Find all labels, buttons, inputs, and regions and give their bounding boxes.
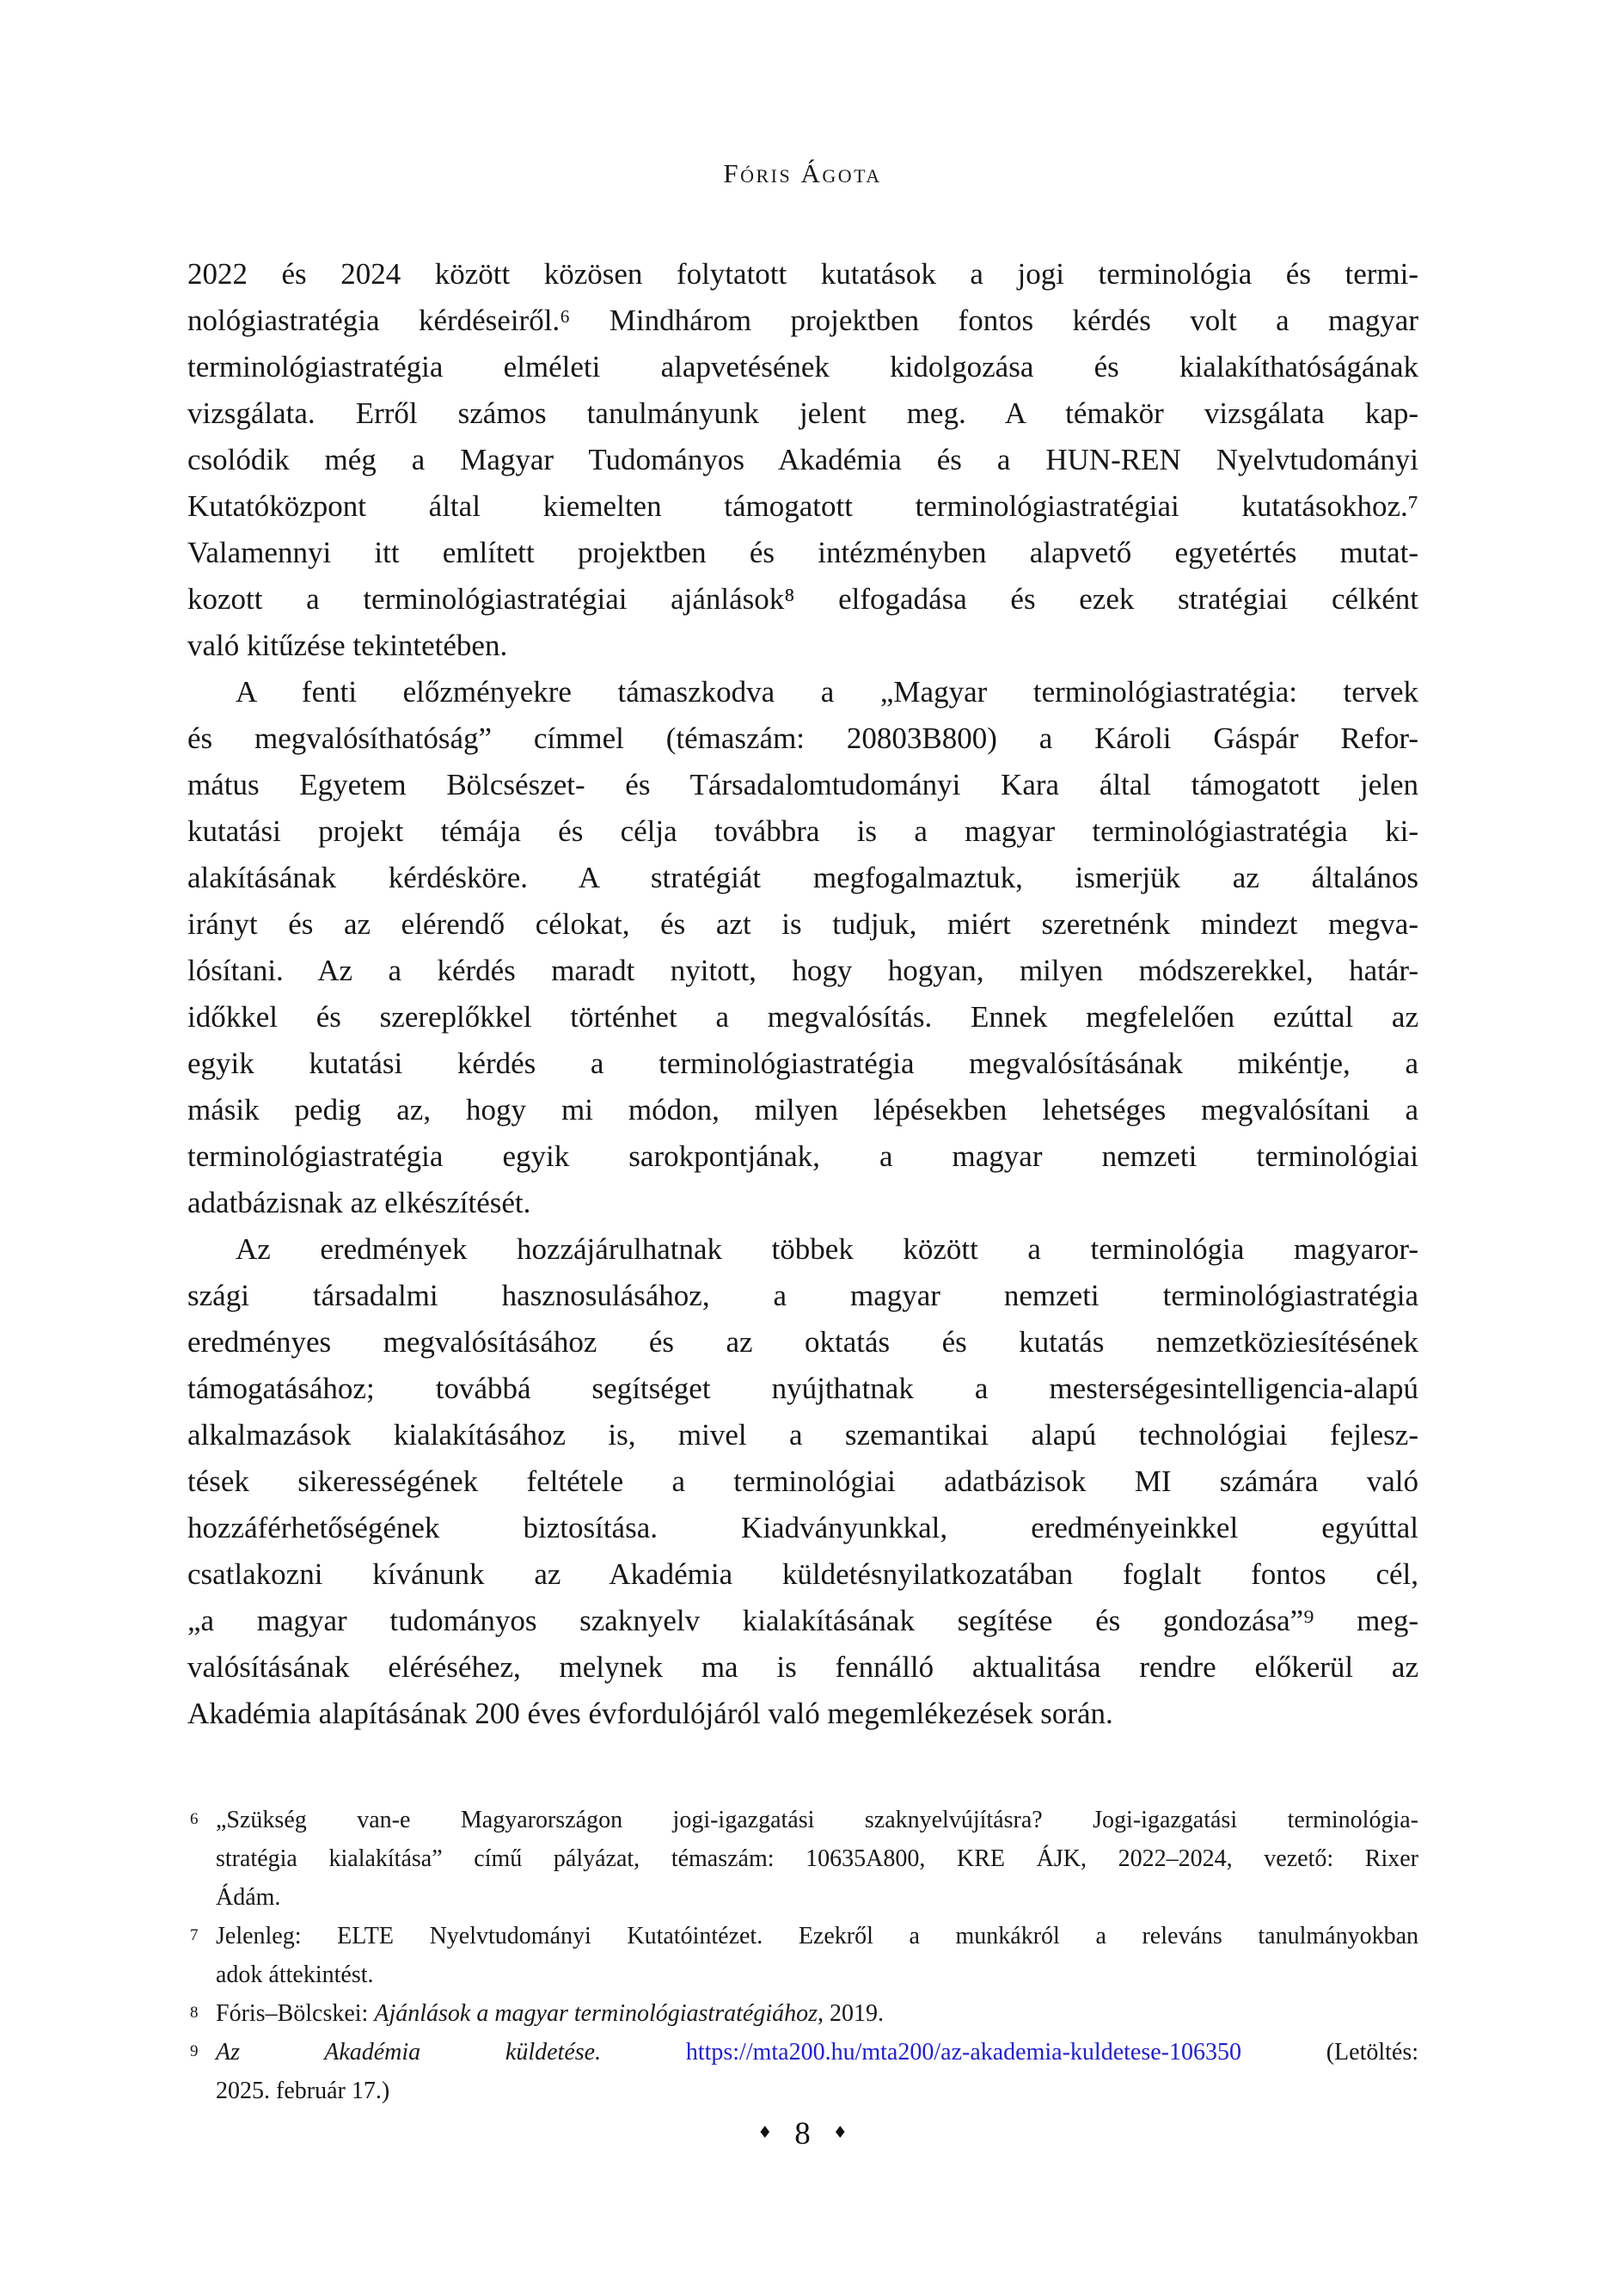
footnote-line <box>216 1917 1418 1955</box>
footnote-text: , 2019. <box>818 2000 884 2027</box>
text-line: és megvalósíthatóság” címmel (témaszám: 20803B800) a Károli Gáspár Refor- <box>187 721 1418 755</box>
body-text <box>187 251 1418 1737</box>
text-line: támogatásához; továbbá segítséget nyújthatnak a mesterségesintelligencia-alapú <box>187 1372 1418 1405</box>
text-line: irányt és az elérendő célokat, és azt is tudjuk, miért szeretnénk mindezt megva- <box>187 907 1418 941</box>
text-line: Az eredmények hozzájárulhatnak többek között a terminológia magyaror- <box>236 1232 1418 1266</box>
text-line: Valamennyi itt említett projektben és intézményben alapvető egyetértés mutat- <box>187 536 1418 569</box>
footnote-text: „Szükség van-e Magyarországon jogi-igazgatási szaknyelvújításra? Jogi-igazgatási terminológia- <box>216 1807 1418 1833</box>
page-content <box>187 251 1418 2110</box>
footnote-url-link[interactable]: https://mta200.hu/mta200/az-akademia-kuldetese-106350 <box>685 2039 1241 2066</box>
text-line: másik pedig az, hogy mi módon, milyen lépésekben lehetséges megvalósítani a <box>187 1093 1418 1127</box>
text-line: Akadémia alapításának 200 éves évfordulójáról való megemlékezések során. <box>187 1697 1113 1730</box>
text-line: időkkel és szereplőkkel történhet a megvalósítás. Ennek megfelelően ezúttal az <box>187 1000 1418 1034</box>
footnote-text: Az Akadémia küldetése. <box>216 2039 602 2066</box>
footnote-marker: 9 <box>190 2042 199 2060</box>
text-line: Kutatóközpont által kiemelten támogatott terminológiastratégiai kutatásokhoz.⁷ <box>187 489 1418 523</box>
diamond-ornament-left: ♦ <box>757 2123 773 2142</box>
page-number: 8 <box>794 2116 811 2152</box>
diamond-ornament-right: ♦ <box>832 2123 848 2142</box>
footnote-marker: 8 <box>190 2004 199 2022</box>
text-line: csatlakozni kívánunk az Akadémia küldetésnyilatkozatában foglalt fontos cél, <box>187 1557 1418 1591</box>
text-line: eredményes megvalósításához és az oktatás és kutatás nemzetköziesítésének <box>187 1325 1418 1359</box>
text-line: való kitűzése tekintetében. <box>187 629 508 662</box>
footnote <box>187 1917 1418 1994</box>
text-line: terminológiastratégia elméleti alapvetésének kidolgozása és kialakíthatóságának <box>187 350 1418 384</box>
footnote-text: 2025. február 17.) <box>216 2078 390 2104</box>
footnote-text: Fóris–Bölcskei: <box>216 2000 375 2027</box>
footnotes <box>187 1801 1418 2110</box>
text-line: 2022 és 2024 között közösen folytatott kutatások a jogi terminológia és termi- <box>187 257 1418 291</box>
text-line: lósítani. Az a kérdés maradt nyitott, hogy hogyan, milyen módszerekkel, határ- <box>187 954 1418 987</box>
text-line: tések sikerességének feltétele a terminológiai adatbázisok MI számára való <box>187 1464 1418 1498</box>
text-line: alkalmazások kialakításához is, mivel a szemantikai alapú technológiai fejlesz- <box>187 1418 1418 1452</box>
text-line: mátus Egyetem Bölcsészet- és Társadalomtudományi Kara által támogatott jelen <box>187 768 1418 801</box>
footnote <box>187 1801 1418 1917</box>
text-line: „a magyar tudományos szaknyelv kialakításának segítése és gondozása”⁹ meg- <box>187 1604 1418 1637</box>
footnote <box>187 1994 1418 2033</box>
footnote-line <box>216 1878 1418 1917</box>
footnote-line <box>216 1994 1418 2033</box>
text-line: valósításának eléréséhez, melynek ma is fennálló aktualitása rendre előkerül az <box>187 1650 1418 1684</box>
footnote-text: adok áttekintést. <box>216 1961 374 1988</box>
text-line: adatbázisnak az elkészítését. <box>187 1186 531 1219</box>
paragraph <box>187 669 1418 1226</box>
footnote-text: Ádám. <box>216 1884 281 1911</box>
footnote-line <box>216 2033 1418 2072</box>
text-line: alakításának kérdésköre. A stratégiát megfogalmaztuk, ismerjük az általános <box>187 861 1418 894</box>
text-line: egyik kutatási kérdés a terminológiastratégia megvalósításának mikéntje, a <box>187 1047 1418 1080</box>
footnote-text: (Letöltés: <box>1241 2039 1419 2066</box>
footnote-text <box>601 2039 686 2066</box>
text-line: kozott a terminológiastratégiai ajánlások⁸ elfogadása és ezek stratégiai célként <box>187 582 1418 616</box>
footnote-line <box>216 1801 1418 1839</box>
text-line: szági társadalmi hasznosulásához, a magyar nemzeti terminológiastratégia <box>187 1279 1418 1312</box>
text-line: terminológiastratégia egyik sarokpontjának, a magyar nemzeti terminológiai <box>187 1139 1418 1173</box>
footnote-line <box>216 2072 1418 2110</box>
text-line: hozzáférhetőségének biztosítása. Kiadványunkkal, eredményeinkkel egyúttal <box>187 1511 1418 1544</box>
footnote <box>187 2033 1418 2110</box>
footnote-line <box>216 1839 1418 1878</box>
running-head: Fóris Ágota <box>723 158 882 188</box>
text-line: kutatási projekt témája és célja továbbra is a magyar terminológiastratégia ki- <box>187 814 1418 848</box>
footnote-line <box>216 1955 1418 1994</box>
footnote-text: stratégia kialakítása” című pályázat, témaszám: 10635A800, KRE ÁJK, 2022–2024, vezető: Rixer <box>216 1845 1418 1872</box>
paragraph <box>187 1226 1418 1737</box>
footnote-marker: 7 <box>190 1926 199 1944</box>
paragraph <box>187 251 1418 669</box>
footnote-text: Jelenleg: ELTE Nyelvtudományi Kutatóintézet. Ezekről a munkákról a releváns tanulmányokban <box>216 1923 1418 1949</box>
page-footer <box>0 2115 1605 2152</box>
text-line: vizsgálata. Erről számos tanulmányunk jelent meg. A témakör vizsgálata kap- <box>187 396 1418 430</box>
text-line: A fenti előzményekre támaszkodva a „Magyar terminológiastratégia: tervek <box>236 675 1418 709</box>
text-line: csolódik még a Magyar Tudományos Akadémia és a HUN-REN Nyelvtudományi <box>187 443 1418 476</box>
footnote-marker: 6 <box>190 1810 199 1828</box>
footnote-text: Ajánlások a magyar terminológiastratégiához <box>374 2000 818 2027</box>
text-line: nológiastratégia kérdéseiről.⁶ Mindhárom projektben fontos kérdés volt a magyar <box>187 304 1418 337</box>
